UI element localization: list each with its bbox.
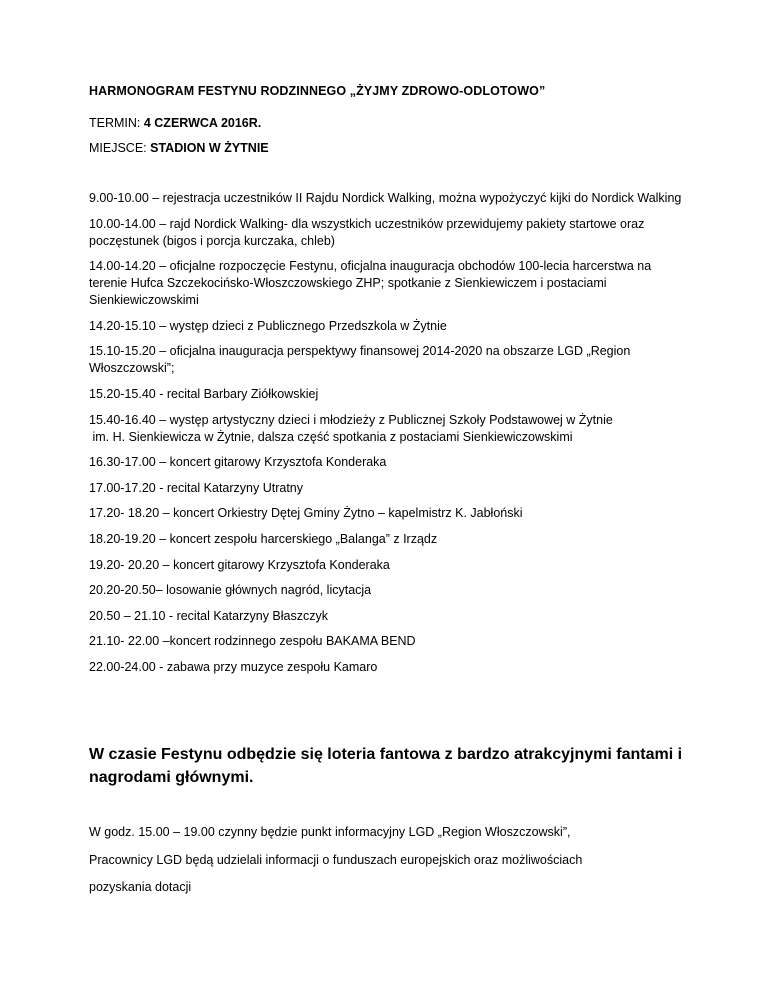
schedule-item: 21.10- 22.00 –koncert rodzinnego zespołu BAKAMA BEND	[89, 634, 416, 649]
event-date-label: TERMIN:	[89, 116, 144, 130]
schedule-item: 14.20-15.10 – występ dzieci z Publicznego Przedszkola w Żytnie	[89, 318, 447, 333]
event-place	[89, 141, 269, 155]
document-title: HARMONOGRAM FESTYNU RODZINNEGO „ŻYJMY ZDROWO-ODLOTOWO”	[89, 84, 546, 98]
event-place-value: STADION W ŻYTNIE	[150, 141, 269, 155]
schedule-item: 15.20-15.40 - recital Barbary Ziółkowskiej	[89, 386, 319, 401]
schedule-item: 18.20-19.20 – koncert zespołu harcerskiego „Balanga” z Irządz	[89, 531, 438, 546]
info-line: pozyskania dotacji	[89, 880, 192, 894]
schedule-item: 20.50 – 21.10 - recital Katarzyny Błaszczyk	[89, 608, 329, 623]
schedule-item: 9.00-10.00 – rejestracja uczestników II Rajdu Nordick Walking, można wypożyczyć kijki do Nordick Walking	[89, 191, 682, 205]
event-date	[89, 116, 261, 130]
schedule-item: 19.20- 20.20 – koncert gitarowy Krzysztofa Konderaka	[89, 557, 390, 572]
schedule-item: 15.40-16.40 – występ artystyczny dzieci i młodzieży z Publicznej Szkoły Podstawowej w Żytnie im. H. Sienkiewicza w Żytnie, dalsza część spotkania z postaciami Sienkiewiczowskimi	[89, 412, 613, 444]
schedule-list	[89, 190, 689, 685]
schedule-item: 15.10-15.20 – oficjalna inauguracja perspektywy finansowej 2014-2020 na obszarze LGD „Region Włoszczowski”;	[89, 344, 634, 376]
schedule-item: 10.00-14.00 – rajd Nordick Walking- dla wszystkich uczestników przewidujemy pakiety startowe oraz poczęstunek (bigos i porcja kurczaka, chleb)	[89, 216, 648, 248]
schedule-item: 22.00-24.00 - zabawa przy muzyce zespołu Kamaro	[89, 659, 378, 674]
event-date-value: 4 CZERWCA 2016R.	[143, 116, 262, 130]
schedule-item: 17.00-17.20 - recital Katarzyny Utratny	[89, 480, 303, 495]
event-place-label: MIEJSCE:	[89, 141, 151, 155]
lottery-headline: W czasie Festynu odbędzie się loteria fantowa z bardzo atrakcyjnymi fantami i nagrodami głównymi.	[89, 746, 683, 786]
info-line: W godz. 15.00 – 19.00 czynny będzie punkt informacyjny LGD „Region Włoszczowski”,	[89, 825, 571, 839]
schedule-item: 14.00-14.20 – oficjalne rozpoczęcie Festynu, oficjalna inauguracja obchodów 100-lecia harcerstwa na terenie Hufca Szczekocińsko-Włoszczowskiego ZHP; spotkanie z Sienkiewiczem i postaciami Sienkiewiczowskimi	[89, 259, 655, 308]
schedule-item: 16.30-17.00 – koncert gitarowy Krzysztofa Konderaka	[89, 455, 387, 470]
schedule-item: 17.20- 18.20 – koncert Orkiestry Dętej Gminy Żytno – kapelmistrz K. Jabłoński	[89, 506, 523, 521]
info-line: Pracownicy LGD będą udzielali informacji o funduszach europejskich oraz możliwościach	[89, 853, 583, 867]
schedule-item: 20.20-20.50– losowanie głównych nagród, licytacja	[89, 583, 372, 598]
